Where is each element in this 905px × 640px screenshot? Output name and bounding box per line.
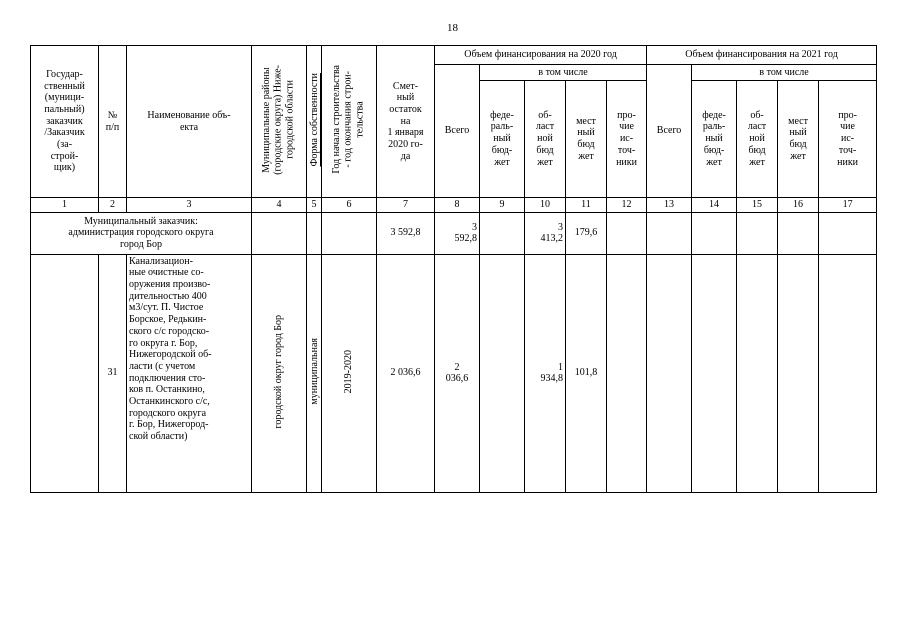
object-estimate: 2 036,6 [377, 254, 435, 492]
customer-regional-2020: 3 413,2 [525, 212, 566, 254]
object-name-line: оружения произво- [129, 279, 211, 291]
object-name-line: ков п. Останкино, [129, 384, 205, 396]
object-total-2020: 2 036,6 [435, 254, 480, 492]
header-federal-2021: феде- раль- ный бюд- жет [692, 81, 737, 198]
header-total-2020: Всего [435, 65, 480, 198]
header-federal-2020: феде- раль- ный бюд- жет [480, 81, 525, 198]
header-num: № п/п [99, 46, 127, 198]
header-including-2020: в том числе [480, 65, 647, 81]
object-regional-2020: 1 934,8 [525, 254, 566, 492]
column-number: 17 [819, 198, 877, 213]
column-number: 11 [566, 198, 607, 213]
header-ownership: Форма собственности [309, 72, 320, 167]
object-name-line: Останкинского с/с, [129, 395, 210, 407]
column-numbers-row [31, 198, 877, 213]
object-num: 31 [99, 254, 127, 492]
object-name-line: ласти (с учетом [129, 360, 196, 372]
object-ownership: муниципальная [309, 338, 320, 405]
column-number: 2 [99, 198, 127, 213]
financing-table [30, 45, 877, 493]
column-number: 13 [647, 198, 692, 213]
object-years: 2019-2020 [343, 349, 355, 394]
object-ownership-cell [307, 254, 322, 492]
header-fin2021: Объем финансирования на 2021 год [647, 46, 877, 65]
object-row [31, 254, 877, 492]
object-name-line: подключения сто- [129, 372, 206, 384]
column-number: 9 [480, 198, 525, 213]
object-name-line: м3/сут. П. Чистое [129, 302, 204, 314]
header-including-2021: в том числе [692, 65, 877, 81]
header-fin2020: Объем финансирования на 2020 год [435, 46, 647, 65]
object-name-line: Нижегородской об- [129, 349, 212, 361]
header-estimate: Смет- ный остаток на 1 января 2020 го- да [377, 46, 435, 198]
column-number: 10 [525, 198, 566, 213]
header-regional-2021: об- ласт ной бюд жет [737, 81, 778, 198]
header-total-2021: Всего [647, 65, 692, 198]
column-number: 15 [737, 198, 778, 213]
customer-local-2020: 179,6 [566, 212, 607, 254]
page-number: 18 [447, 22, 458, 34]
header-regional-2020: об- ласт ной бюд жет [525, 81, 566, 198]
customer-estimate: 3 592,8 [377, 212, 435, 254]
column-number: 16 [778, 198, 819, 213]
header-local-2020: мест ный бюд жет [566, 81, 607, 198]
object-name-line: г. Бор, Нижегород- [129, 419, 209, 431]
column-number: 1 [31, 198, 99, 213]
object-district-cell [252, 254, 307, 492]
object-local-2020: 101,8 [566, 254, 607, 492]
column-number: 6 [322, 198, 377, 213]
header-districts-cell [252, 46, 307, 198]
object-name-line: городского округа [129, 407, 207, 419]
customer-row [31, 212, 877, 254]
header-years: Год начала строительства - год окончания строи- тельства [331, 65, 366, 174]
column-number: 7 [377, 198, 435, 213]
column-number: 3 [127, 198, 252, 213]
header-other-2021: про- чие ис- точ- ники [819, 81, 877, 198]
header-customer: Государ- ственный (муници- пальный) заказчик /Заказчик (за- строй- щик) [31, 46, 99, 198]
object-district: городской округ город Бор [273, 314, 285, 429]
object-name-line: Борское, Редькин- [129, 314, 207, 326]
object-name-line: ского с/с городско- [129, 325, 210, 337]
object-name-line: ской области) [129, 431, 188, 442]
object-years-cell [322, 254, 377, 492]
object-name-line: дительностью 400 [129, 290, 207, 302]
customer-label: Муниципальный заказчик: администрация городского округа город Бор [31, 212, 252, 254]
header-years-cell [322, 46, 377, 198]
object-name [127, 254, 252, 492]
column-number: 8 [435, 198, 480, 213]
customer-total-2020: 3 592,8 [435, 212, 480, 254]
column-number: 4 [252, 198, 307, 213]
header-other-2020: про- чие ис- точ- ники [607, 81, 647, 198]
header-ownership-cell [307, 46, 322, 198]
header-object-name: Наименование объ- екта [127, 46, 252, 198]
column-number: 14 [692, 198, 737, 213]
object-name-line: ные очистные со- [129, 267, 204, 279]
column-number: 5 [307, 198, 322, 213]
column-number: 12 [607, 198, 647, 213]
object-name-line: го округа г. Бор, [129, 337, 198, 349]
object-name-line: Канализацион- [129, 255, 193, 267]
header-local-2021: мест ный бюд жет [778, 81, 819, 198]
header-districts: Муниципальные районы (городские округа) Ниже- городской области [261, 64, 296, 175]
